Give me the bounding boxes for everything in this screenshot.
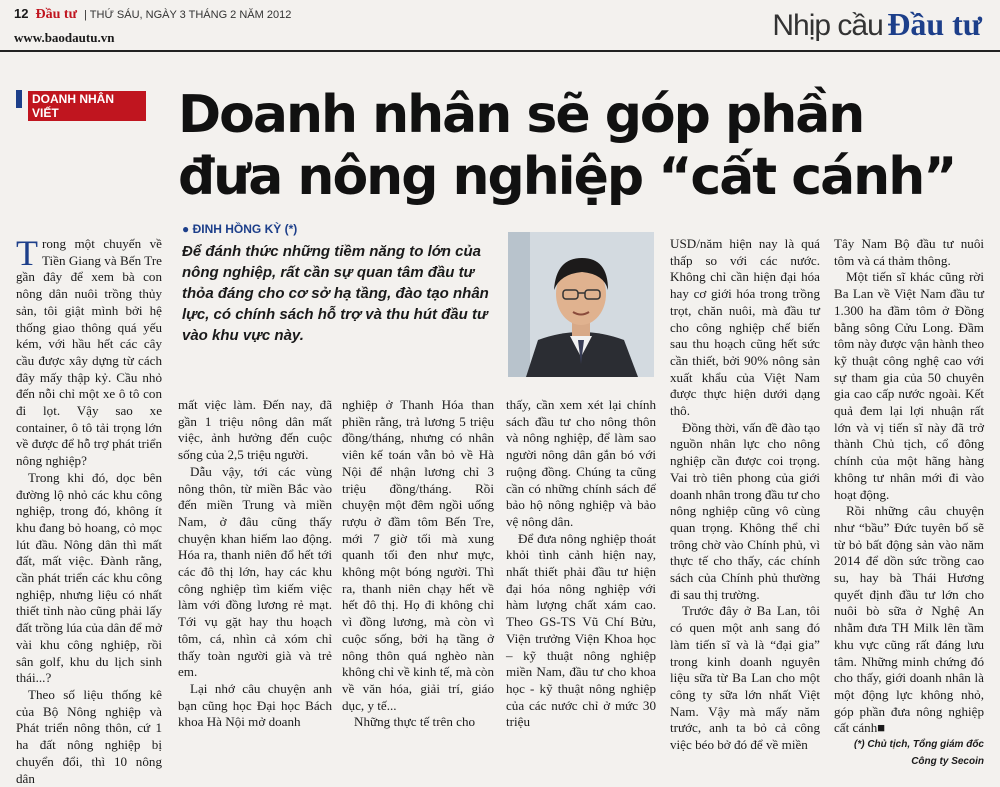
section-prefix: Nhịp cầu bbox=[772, 9, 883, 42]
paragraph: Dẫu vậy, tới các vùng nông thôn, từ miền Bắc vào đến miền Trung và miền Nam, ở đâu cũng thấy chuyện khan hiếm lao động. Hóa ra, thanh niên đổ hết tới các đô thị lớn, hay các khu công nghiệp tìm kiếm việc làm với đồng lương rẻ mạt. Tới vụ gặt hay thu hoạch tôm, cá, nhìn cả xóm chỉ thấy toàn người già và trẻ em. bbox=[178, 463, 332, 680]
author-portrait bbox=[508, 232, 654, 377]
article-column-5 bbox=[670, 236, 820, 754]
headline-line-1: Doanh nhân sẽ góp phần bbox=[178, 85, 864, 145]
footnote-company: Công ty Secoin bbox=[911, 755, 984, 767]
paragraph: USD/năm hiện nay là quá thấp so với các nước. Không chỉ cần hiện đại hóa hay cơ giới hóa trong trồng trọt, chăn nuôi, mà đầu tư cho công nghiệp chế biến sau thu hoạch cũng hết sức cần thiết, bởi 90% nông sản xuất khẩu của Việt Nam được thực hiện dưới dạng thô. bbox=[670, 236, 820, 419]
paragraph: Trong một chuyến về Tiền Giang và Bến Tre gần đây để xem bà con nông dân nuôi trồng thủy sản, tôi giật mình bởi hệ thống giao thông quá yếu kém, với hầu hết các cây cầu được xây dựng từ cách đây mấy thập kỷ. Cầu nhỏ đến nỗi chỉ một xe ô tô con đi lọt. Vậy sao xe container, ô tô tải trọng lớn về được để hỗ trợ phát triển nông nghiệp? bbox=[16, 233, 162, 469]
paragraph: Những thực tế trên cho bbox=[354, 714, 476, 730]
page-number: 12 bbox=[14, 6, 29, 21]
issue-date: | THỨ SÁU, NGÀY 3 THÁNG 2 NĂM 2012 bbox=[84, 9, 292, 21]
byline: ● ĐINH HỒNG KỲ (*) bbox=[182, 222, 298, 236]
paragraph: Lại nhớ câu chuyện anh bạn cũng học Đại học Bách khoa Hà Nội mở doanh bbox=[178, 680, 332, 730]
paragraph: Đồng thời, vấn đề đào tạo nguồn nhân lực cho nông nghiệp cần được coi trọng. Vai trò tiên phong của giới doanh nhân trong đầu tư cho nông nghiệp cũng vô cùng quan trọng. Không thể chỉ trông chờ vào Chính phủ, vì thực tế cho thấy, các chính sách của Chính phủ thường đi sau thị trường. bbox=[670, 419, 821, 602]
author-footnote bbox=[834, 737, 984, 770]
category-marker bbox=[16, 90, 22, 108]
category-text: DOANH NHÂN VIẾT bbox=[28, 91, 146, 121]
paragraph: Rồi những câu chuyện như “bầu” Đức tuyên bố sẽ từ bỏ bất động sản vào năm 2014 để dồn sức trồng cao su, hay bà Thái Hương quyết định đầu tư lớn cho nuôi bò sữa ở Nghệ An nhằm đưa TH Milk lên tầm khu vực cũng rất đáng lưu tâm. Những minh chứng đó cho thấy, giới doanh nhân là một động lực không nhỏ, góp phần đưa nông nghiệp cất cánh■ bbox=[834, 503, 984, 736]
paragraph: Để đưa nông nghiệp thoát khỏi tình cảnh hiện nay, nhất thiết phải đầu tư hiện đại hóa nông nghiệp với hàm lượng chất xám cao. Theo GS-TS Vũ Chí Bửu, Viện trưởng Viện Khoa học – kỹ thuật nông nghiệp miền Nam, đầu tư cho khoa học - kỹ thuật nông nghiệp của các nước chỉ ở mức 30 triệu bbox=[506, 530, 656, 730]
article-column-4 bbox=[506, 397, 656, 731]
paragraph: Trước đây ở Ba Lan, tôi có quen một anh sang đó làm tiến sĩ và là “đại gia” trong kinh doanh nguyên liệu sữa từ Ba Lan cho một công ty sữa lớn nhất Việt Nam. Vậy mà mấy năm trước, anh ta bỏ cả công việc béo bở đó để về miền bbox=[670, 603, 820, 753]
article-column-1 bbox=[16, 233, 162, 787]
brand-logo: Đầu tư bbox=[35, 7, 77, 22]
headline-line-2: đưa nông nghiệp “cất cánh” bbox=[178, 147, 956, 207]
article-lead: Để đánh thức những tiềm năng to lớn của nông nghiệp, rất cần sự quan tâm đầu tư thỏa đáng cho cơ sở hạ tầng, đào tạo nhân lực, có chính sách hỗ trợ và thu hút đầu tư vào khu vực này. bbox=[182, 243, 489, 344]
article-headline bbox=[178, 84, 998, 208]
header-divider bbox=[0, 50, 1000, 52]
drop-cap: T bbox=[16, 233, 38, 273]
paragraph: thấy, cần xem xét lại chính sách đầu tư cho nông thôn và nông nghiệp, để làm sao người nông dân gắn bó với ruộng đồng. Chúng ta cũng cần có những chính sách để bảo hộ nông nghiệp và bảo vệ nông dân. bbox=[506, 397, 656, 529]
paragraph: nghiệp ở Thanh Hóa than phiền rằng, trả lương 5 triệu đồng/tháng, nhưng có nhân viên kế toán vẫn bỏ về Hà Nội để nhận lương chỉ 3 triệu đồng/tháng. Rồi chuyện một đêm ngồi uống rượu ở đầm tôm Bến Tre, mới 7 giờ tối mà xung quanh tối đen như mực, không một bóng người. Thì ra, thanh niên chạy hết về hết đô thị. Họ đi không chỉ vì đồng lương, mà còn vì cuộc sống, bởi hạ tầng ở nông thôn quá nghèo nàn không chỉ về kinh tế, mà còn về văn hóa, giải trí, giáo dục, y tế... bbox=[342, 397, 494, 713]
paragraph: mất việc làm. Đến nay, đã gần 1 triệu nông dân mất việc, ảnh hưởng đến cuộc sống của 2,5 triệu người. bbox=[178, 397, 332, 463]
paragraph: Trong khi đó, dọc bên đường lộ nhỏ các khu công nghiệp, trong đó, không ít khu đang bỏ hoang, cỏ mọc lút đầu. Nông dân thì mất đất, mất việc. Đành rằng, cần phát triển các khu công nghiệp, nhưng liệu có nhất thiết tỉnh nào cũng phải lấy đất trồng lúa của dân để mở vài khu công nghiệp, rồi sân golf, khu du lịch sinh thái...? bbox=[16, 469, 162, 686]
section-title bbox=[772, 6, 982, 43]
paragraph: Một tiến sĩ khác cũng rời Ba Lan về Việt Nam đầu tư 1.300 ha đầm tôm ở Đồng bằng sông Cửu Long. Đầm tôm này được vận hành theo kỹ thuật công nghệ cao với sự tham gia của 50 chuyên gia cao cấp nước ngoài. Kết quả đem lại lợi nhuận rất lớn và vị tiến sĩ này đã trở thành Chủ tịch, cổ đông chính của một hãng hàng không tư nhân mới đi vào hoạt động. bbox=[834, 269, 984, 502]
paragraph: Theo số liệu thống kê của Bộ Nông nghiệp và Phát triển nông thôn, cứ 1 ha đất nông nghiệp bị chuyển đổi, thì 10 nông dân bbox=[16, 686, 162, 786]
portrait-illustration bbox=[508, 232, 654, 377]
website-url: www.baodautu.vn bbox=[14, 30, 115, 45]
paragraph: Tây Nam Bộ đầu tư nuôi tôm và cá thảm thông. bbox=[834, 236, 984, 268]
section-brand: Đầu tư bbox=[887, 6, 982, 42]
article-column-2 bbox=[178, 397, 332, 731]
masthead bbox=[14, 6, 291, 23]
footnote-title: (*) Chủ tịch, Tổng giám đốc bbox=[854, 739, 984, 751]
category-label bbox=[16, 90, 146, 120]
article-column-3 bbox=[342, 397, 494, 731]
article-column-6 bbox=[834, 236, 984, 771]
